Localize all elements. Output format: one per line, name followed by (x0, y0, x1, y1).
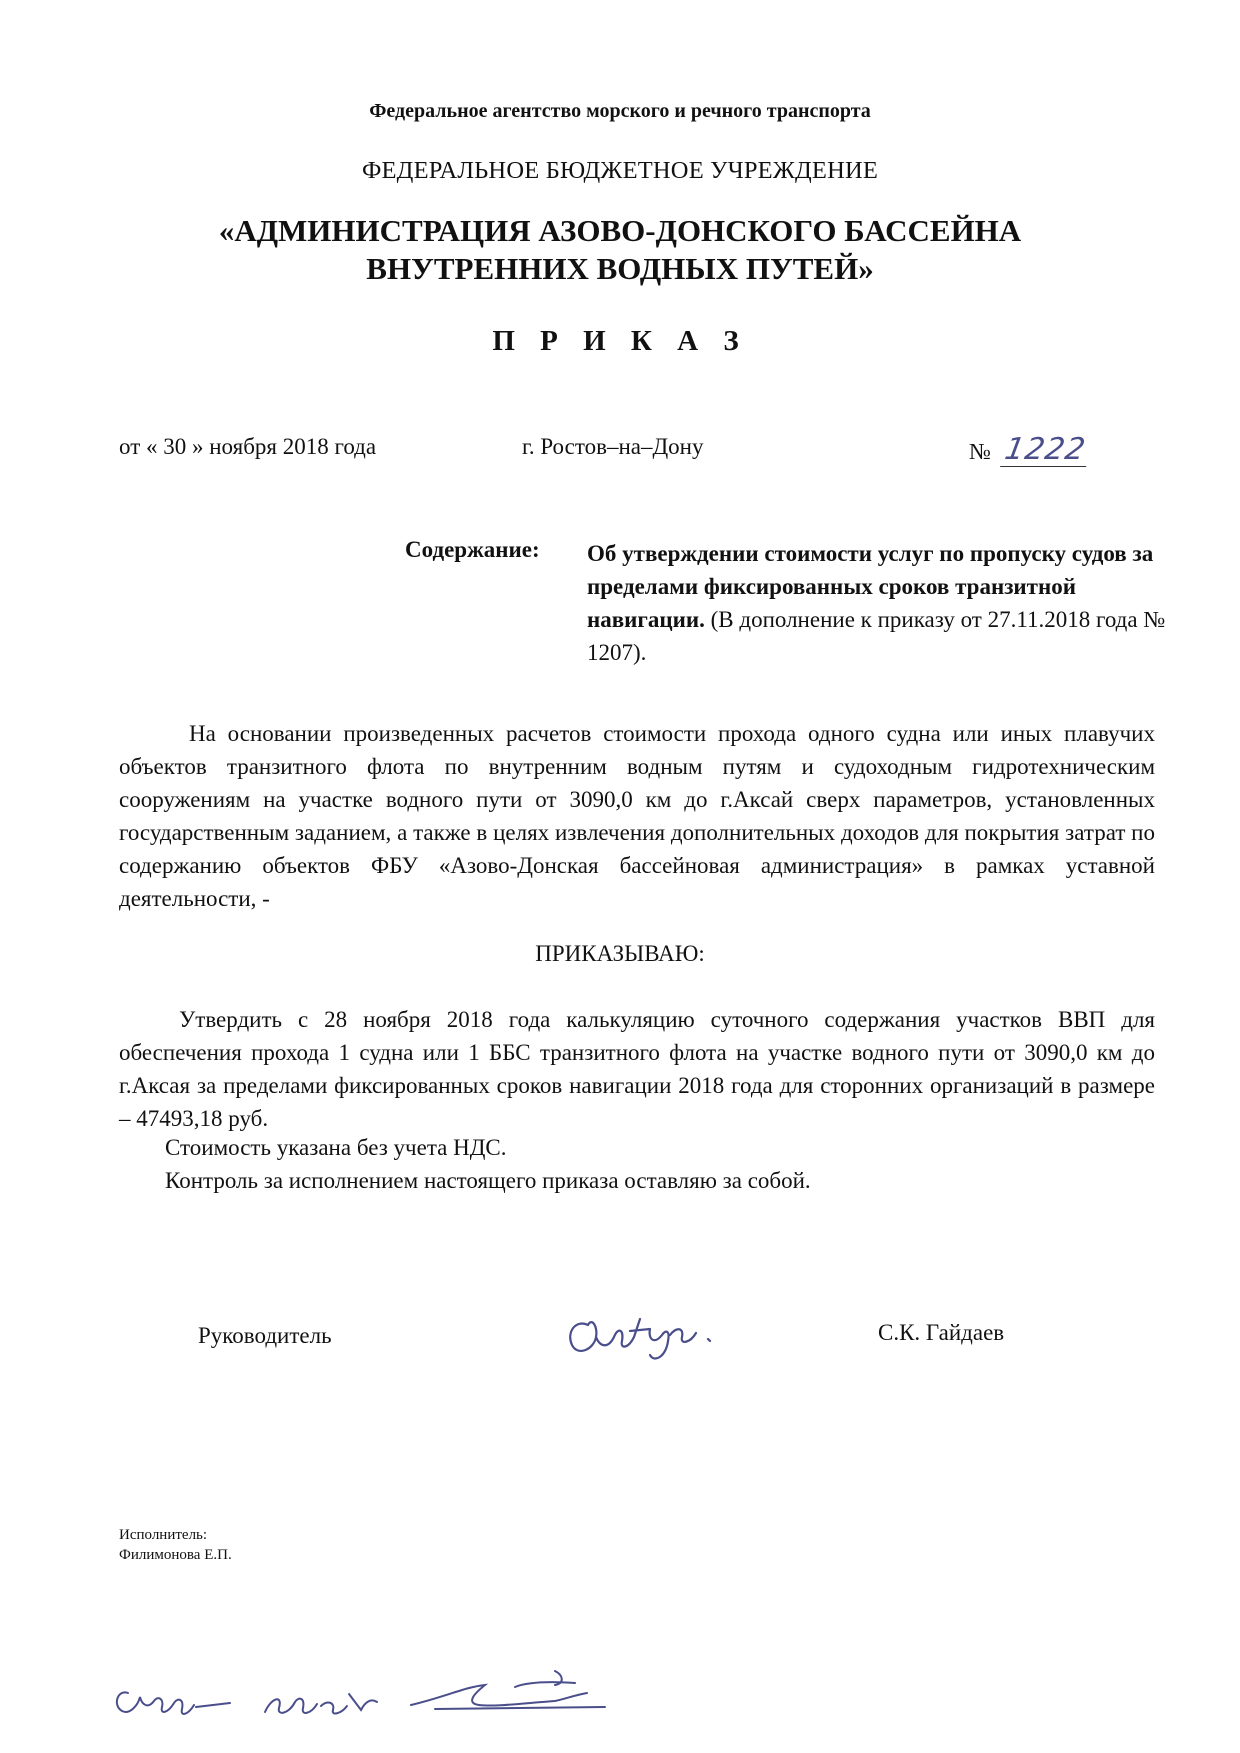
content-summary-regular: (В дополнение к приказу от 27.11.2018 года № 1207). (587, 607, 1166, 665)
signer-title: Руководитель (198, 1323, 332, 1348)
approval-signature-3 (405, 1665, 625, 1725)
signer-name: С.К. Гайдаев (878, 1320, 1005, 1345)
order-number (969, 434, 1089, 467)
decree-heading: ПРИКАЗЫВАЮ: (535, 941, 705, 966)
institution-name (0, 212, 1240, 288)
agency-name: Федеральное агентство морского и речного транспорта (369, 100, 871, 122)
head-signature (558, 1297, 748, 1367)
vat-note: Стоимость указана без учета НДС. (165, 1135, 507, 1160)
institution-name-line1: «АДМИНИСТРАЦИЯ АЗОВО-ДОНСКОГО БАССЕЙНА (218, 213, 1022, 248)
order-number-value: 1222 (1000, 434, 1092, 467)
control-note: Контроль за исполнением настоящего приказа оставляю за собой. (165, 1168, 811, 1193)
order-number-label: № (969, 439, 991, 464)
content-summary (587, 537, 1167, 669)
content-label: Содержание: (405, 537, 540, 562)
approval-signature-1 (108, 1675, 238, 1725)
order-date: от « 30 » ноября 2018 года (119, 434, 377, 459)
executor-label: Исполнитель: (119, 1527, 208, 1543)
content-summary-bold: Об утверждении стоимости услуг по пропуску судов за пределами фиксированных сроков транзитной навигации. (587, 541, 1154, 632)
approve-paragraph: Утвердить с 28 ноября 2018 года калькуляцию суточного содержания участков ВВП для обеспечения прохода 1 судна или 1 ББС транзитного флота на участке водного пути от 3090,0 км до г.Аксая за пределами фиксированных сроков навигации 2018 года для сторонних организаций в размере – 47493,18 руб. (119, 1007, 1155, 1131)
executor-name: Филимонова Е.П. (119, 1547, 232, 1563)
preamble-paragraph: На основании произведенных расчетов стоимости прохода одного судна или иных плавучих объектов транзитного флота по внутренним водным путям и судоходным гидротехническим сооружениям на участке водного пути от 3090,0 км до г.Аксай сверх параметров, установленных государственным заданием, а также в целях извлечения дополнительных доходов для покрытия затрат по содержанию объектов ФБУ «Азово-Донская бассейновая администрация» в рамках уставной деятельности, - (119, 721, 1155, 911)
order-city: г. Ростов–на–Дону (522, 434, 704, 459)
executor-block (119, 1525, 232, 1565)
order-title: П Р И К А З (492, 325, 748, 357)
approval-signature-2 (255, 1680, 385, 1725)
institution-name-line2: ВНУТРЕННИХ ВОДНЫХ ПУТЕЙ» (366, 251, 874, 286)
institution-type: ФЕДЕРАЛЬНОЕ БЮДЖЕТНОЕ УЧРЕЖДЕНИЕ (361, 157, 879, 184)
